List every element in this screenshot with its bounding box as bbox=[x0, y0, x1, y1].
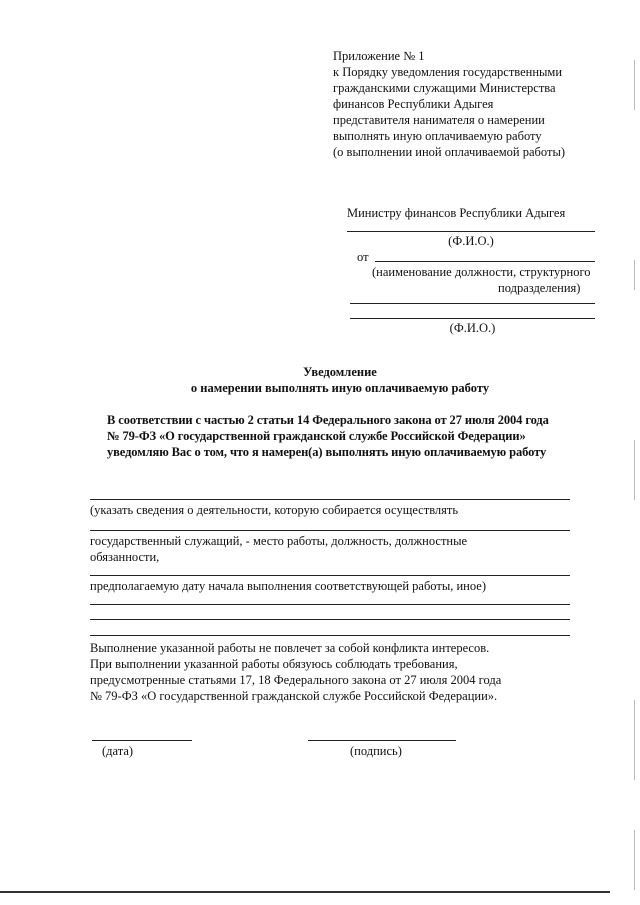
field-line-2[interactable] bbox=[90, 530, 570, 531]
field-line-6[interactable] bbox=[90, 635, 570, 636]
notice-subtitle: о намерении выполнять иную оплачиваемую работу bbox=[190, 381, 490, 395]
addressee-to: Министру финансов Республики Адыгея bbox=[347, 206, 566, 220]
appendix-line: выполнять иную оплачиваемую работу bbox=[333, 129, 542, 143]
notice-body-line: В соответствии с частью 2 статьи 14 Федерального закона от 27 июля 2004 года bbox=[107, 413, 549, 427]
fio-label-1: (Ф.И.О.) bbox=[448, 234, 494, 248]
appendix-line: гражданскими служащими Министерства bbox=[333, 81, 556, 95]
field-line-1[interactable] bbox=[90, 499, 570, 500]
appendix-line: финансов Республики Адыгея bbox=[333, 97, 494, 111]
scan-edge bbox=[634, 0, 636, 905]
position-label-1: (наименование должности, структурного bbox=[372, 265, 591, 279]
appendix-block bbox=[333, 48, 565, 160]
position-label-2: подразделения) bbox=[498, 281, 581, 295]
field-hint-2: государственный служащий, - место работы, должность, должностные bbox=[90, 534, 468, 548]
statement-line: № 79-ФЗ «О государственной гражданской службе Российской Федерации». bbox=[90, 689, 498, 703]
notice-body-line: № 79-ФЗ «О государственной гражданской службе Российской Федерации» bbox=[107, 429, 526, 443]
signature-label: (подпись) bbox=[350, 744, 402, 758]
field-hint-1: (указать сведения о деятельности, которую собирается осуществлять bbox=[90, 503, 459, 517]
page-bottom-rule bbox=[0, 891, 610, 893]
field-hint-4: предполагаемую дату начала выполнения соответствующей работы, иное) bbox=[90, 579, 486, 593]
position-line-2 bbox=[350, 318, 595, 319]
date-label: (дата) bbox=[102, 744, 134, 758]
statement-line: При выполнении указанной работы обязуюсь соблюдать требования, bbox=[90, 657, 458, 671]
signature-line[interactable] bbox=[308, 740, 456, 741]
appendix-line: к Порядку уведомления государственными bbox=[333, 65, 563, 79]
fio-label-2: (Ф.И.О.) bbox=[449, 321, 496, 335]
field-line-4[interactable] bbox=[90, 604, 570, 605]
field-hint-3: обязанности, bbox=[90, 550, 160, 564]
appendix-line: (о выполнении иной оплачиваемой работы) bbox=[333, 145, 566, 159]
notice-body-line: уведомляю Вас о том, что я намерен(а) выполнять иную оплачиваемую работу bbox=[107, 445, 547, 459]
date-line[interactable] bbox=[92, 740, 192, 741]
from-label: от bbox=[357, 250, 369, 264]
field-line-3[interactable] bbox=[90, 575, 570, 576]
appendix-line: представителя нанимателя о намерении bbox=[333, 113, 545, 127]
fio-line-1 bbox=[347, 231, 595, 232]
appendix-line: Приложение № 1 bbox=[333, 49, 425, 63]
statement-line: предусмотренные статьями 17, 18 Федерального закона от 27 июля 2004 года bbox=[90, 673, 502, 687]
from-line bbox=[375, 261, 595, 262]
statement-line: Выполнение указанной работы не повлечет за собой конфликта интересов. bbox=[90, 641, 490, 655]
position-line-1 bbox=[350, 303, 595, 304]
notice-title: Уведомление bbox=[303, 365, 377, 379]
field-line-5[interactable] bbox=[90, 619, 570, 620]
